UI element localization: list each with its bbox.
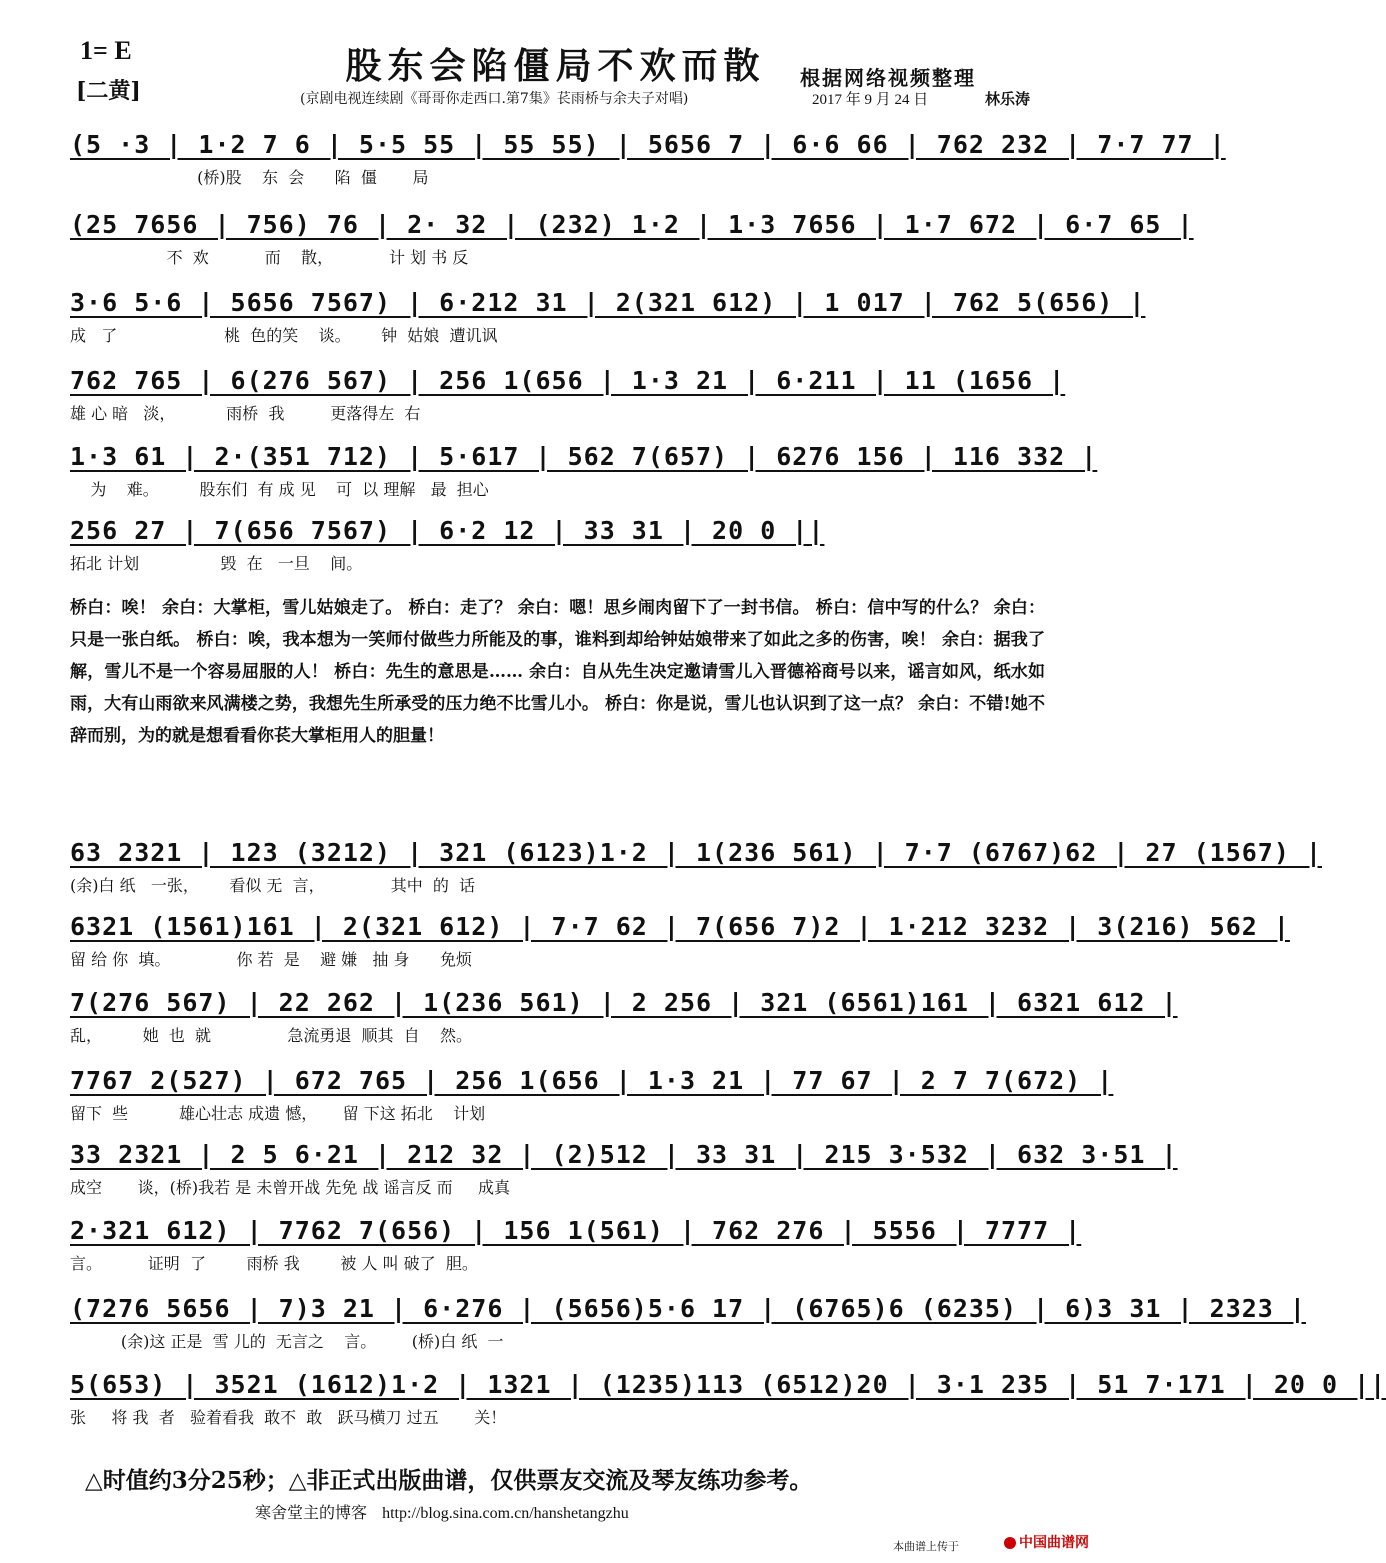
notes: 256 27 | 7(656 7567) | 6·2 12 | 33 31 | 20 0 ||: [70, 516, 825, 545]
site-logo[interactable]: [1004, 1532, 1089, 1552]
notes: 7767 2(527) | 672 765 | 256 1(656 | 1·3 21 | 77 67 | 2 7 7(672) |: [70, 1066, 1114, 1095]
notes: 7(276 567) | 22 262 | 1(236 561) | 2 256 | 321 (6561)161 | 6321 612 |: [70, 988, 1178, 1017]
author: 林乐涛: [985, 90, 1031, 108]
notes: 3·6 5·6 | 5656 7567) | 6·212 31 | 2(321 612) | 1 017 | 762 5(656) |: [70, 288, 1146, 317]
duration-note: △时值约3分25秒；△非正式出版曲谱，仅供票友交流及琴友练功参考。: [85, 1467, 813, 1494]
lyrics: 成空 谈，(桥)我若 是 未曾开战 先免 战 谣言反 而 成真: [70, 1178, 511, 1197]
lyrics: 成 了 桃 色的笑 谈。 钟 姑娘 遭讥讽: [70, 326, 498, 345]
notes: 762 765 | 6(276 567) | 256 1(656 | 1·3 21 | 6·211 | 11 (1656 |: [70, 366, 1066, 395]
lyrics: 张 将 我 者 验着看我 敢不 敢 跃马横刀 过五 关！: [70, 1408, 507, 1427]
subtitle: (京剧电视连续剧《哥哥你走西口.第7集》苌雨桥与余夫子对唱): [300, 91, 689, 107]
lyrics: 留下 些 雄心壮志 成遗 憾， 留 下这 拓北 计划: [70, 1104, 486, 1123]
key-signature: 1= E: [80, 36, 132, 65]
lyrics: (桥)股 东 会 陷 僵 局: [70, 168, 429, 187]
notes: 33 2321 | 2 5 6·21 | 212 32 | (2)512 | 33 31 | 215 3·532 | 632 3·51 |: [70, 1140, 1178, 1169]
upload-note: 本曲谱上传于: [893, 1540, 959, 1553]
notes: 63 2321 | 123 (3212) | 321 (6123)1·2 | 1(236 561) | 7·7 (6767)62 | 27 (1567) |: [70, 838, 1322, 867]
lyrics: 拓北 计划 毁 在 一旦 间。: [70, 554, 363, 573]
notes: (7276 5656 | 7)3 21 | 6·276 | (5656)5·6 17 | (6765)6 (6235) | 6)3 31 | 2323 |: [70, 1294, 1306, 1323]
lyrics: 雄 心 暗 淡， 雨桥 我 更落得左 右: [70, 404, 421, 423]
source-note: 根据网络视频整理: [800, 66, 976, 90]
page-title: 股东会陷僵局不欢而散: [345, 45, 766, 87]
lyrics: 为 难。 股东们 有 成 见 可 以 理解 最 担心: [70, 480, 489, 499]
notes: 2·321 612) | 7762 7(656) | 156 1(561) | 762 276 | 5556 | 7777 |: [70, 1216, 1082, 1245]
blog-label: 寒舍堂主的博客: [255, 1503, 368, 1522]
notes: (5 ·3 | 1·2 7 6 | 5·5 55 | 55 55) | 5656 7 | 6·6 66 | 762 232 | 7·7 77 |: [70, 130, 1226, 159]
lyrics: (余)白 纸 一张， 看似 无 言， 其中 的 话: [70, 876, 476, 895]
lyrics: (余)这 正是 雪 儿的 无言之 言。 (桥)白 纸 一: [70, 1332, 504, 1351]
date: 2017 年 9 月 24 日: [812, 92, 929, 108]
dialogue-text: 桥白：唉！ 余白：大掌柜，雪儿姑娘走了。 桥白：走了？ 余白：嗯！思乡闹肉留下了一封书信。 桥白：信中写的什么？ 余白：只是一张白纸。 桥白：唉，我本想为一笑师付做些力所能及的事，谁料到却给钟姑娘带来了如此之多的伤害，唉！ 余白：据我了解，雪儿不是一个容易屈服的人！ 桥白：先生的意思是…… 余白：自从先生决定邀请雪儿入晋德裕商号以来，谣言如风，纸水如雨，大有山雨欲来风满楼之势，我想先生所承受的压力绝不比雪儿小。 桥白：你是说，雪儿也认识到了这一点？ 余白：不错!她不辞而别，为的就是想看看你苌大掌柜用人的胆量！: [70, 598, 1045, 746]
notes: 1·3 61 | 2·(351 712) | 5·617 | 562 7(657) | 6276 156 | 116 332 |: [70, 442, 1098, 471]
notes: 6321 (1561)161 | 2(321 612) | 7·7 62 | 7(656 7)2 | 1·212 3232 | 3(216) 562 |: [70, 912, 1290, 941]
lyrics: 言。 证明 了 雨桥 我 被 人 叫 破了 胆。: [70, 1254, 478, 1273]
blog-url[interactable]: http://blog.sina.com.cn/hanshetangzhu: [382, 1505, 629, 1522]
logo-icon: [1004, 1537, 1016, 1549]
mode-label: [二黄]: [76, 78, 141, 104]
lyrics: 留 给 你 填。 你 若 是 避 嫌 抽 身 免烦: [70, 950, 473, 969]
notes: 5(653) | 3521 (1612)1·2 | 1321 | (1235)113 (6512)20 | 3·1 235 | 51 7·171 | 20 0 ||: [70, 1370, 1386, 1399]
notes: (25 7656 | 756) 76 | 2· 32 | (232) 1·2 | 1·3 7656 | 1·7 672 | 6·7 65 |: [70, 210, 1194, 239]
site-name: 中国曲谱网: [1019, 1535, 1089, 1551]
lyrics: 不 欢 而 散， 计 划 书 反: [70, 248, 469, 267]
blog-credit: [255, 1500, 629, 1523]
lyrics: 乱， 她 也 就 急流勇退 顺其 自 然。: [70, 1026, 473, 1045]
